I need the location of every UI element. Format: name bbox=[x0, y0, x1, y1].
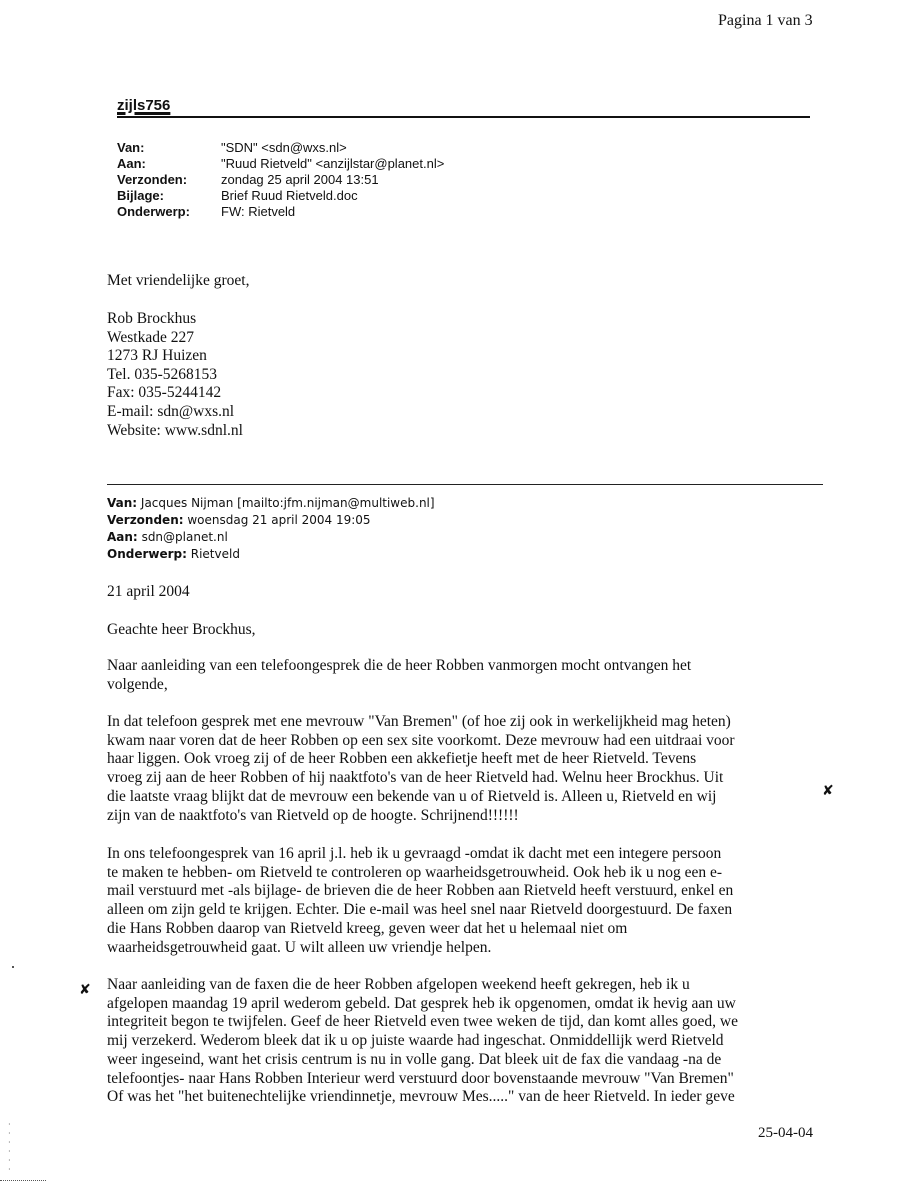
page-indicator: Pagina 1 van 3 bbox=[718, 12, 813, 29]
text-line: telefoontjes- naar Hans Robben Interieur werd verstuurd door bovenstaande mevrouw "Van Bremen" bbox=[107, 1069, 734, 1087]
text-line: weer ingeseind, want het crisis centrum is nu in volle gang. Dat bleek uit de fax die vandaag -na de bbox=[107, 1050, 722, 1068]
email-header-table bbox=[117, 140, 444, 220]
scan-artifact bbox=[12, 966, 14, 968]
header-label: Aan: bbox=[117, 156, 146, 171]
paragraph-3 bbox=[107, 845, 827, 957]
header-row-from bbox=[117, 140, 444, 156]
text-line: Naar aanleiding van de faxen die de heer Robben afgelopen weekend heeft gekregen, heb ik u bbox=[107, 976, 690, 993]
text-line: haar liggen. Ook vroeg zij of de heer Robben een akkefietje heeft met de heer Rietveld. Tevens bbox=[107, 750, 697, 768]
signature-phone: Tel. 035-5268153 bbox=[107, 365, 217, 383]
header-label: Bijlage: bbox=[117, 188, 164, 203]
header-value: woensdag 21 april 2004 19:05 bbox=[187, 513, 371, 527]
text-line: die Hans Robben daarop van Rietveld kreeg, geven weer dat het u helemaal niet om bbox=[107, 919, 628, 937]
header-value: Brief Ruud Rietveld.doc bbox=[221, 188, 358, 203]
mailbox-owner-title: zijls756 bbox=[117, 97, 171, 114]
text-line: vroeg zij aan de heer Robben of hij naaktfoto's van de heer Rietveld had. Welnu heer Brockhus. Uit bbox=[107, 769, 724, 787]
header-row-attachment bbox=[117, 188, 444, 204]
handwritten-cross-mark-icon: ✘ bbox=[822, 783, 834, 799]
header-label: Onderwerp: bbox=[117, 204, 190, 219]
header-row-subject bbox=[117, 204, 444, 220]
header-label: Onderwerp: bbox=[107, 547, 187, 561]
scan-artifact: · · · · · · bbox=[8, 1120, 11, 1174]
text-line: kwam naar voren dat de heer Robben op een sex site voorkomt. Deze mevrouw had een uitdraai voor bbox=[107, 731, 735, 749]
text-line: Of was het "het buitenechtelijke vriendinnetje, mevrouw Mes....." van de heer Rietveld. In ieder geve bbox=[107, 1088, 735, 1106]
signature-name: Rob Brockhus bbox=[107, 310, 197, 327]
fwd-header-subject bbox=[107, 546, 435, 563]
scan-artifact bbox=[0, 1180, 46, 1181]
fwd-header-from bbox=[107, 495, 435, 512]
handwritten-cross-mark-icon: ✘ bbox=[79, 982, 91, 998]
header-row-to bbox=[117, 156, 444, 172]
header-value: sdn@planet.nl bbox=[141, 530, 228, 544]
footer-print-date: 25-04-04 bbox=[758, 1125, 813, 1141]
text-line: alleen om zijn geld te krijgen. Echter. Die e-mail was heel snel naar Rietveld doorgestuurd. De faxen bbox=[107, 901, 733, 919]
header-value: "Ruud Rietveld" <anzijlstar@planet.nl> bbox=[221, 156, 445, 171]
text-line: integriteit begon te twijfelen. Geef de heer Rietveld even twee weken de tijd, dan komt alles goed, we bbox=[107, 1013, 738, 1031]
signature-block bbox=[107, 310, 243, 440]
forward-separator bbox=[107, 484, 823, 485]
header-value: Jacques Nijman [mailto:jfm.nijman@multiweb.nl] bbox=[140, 496, 435, 510]
title-divider bbox=[117, 116, 810, 118]
text-line: te maken te hebben- om Rietveld te controleren op waarheidsgetrouwheid. Ook heb ik u nog een e- bbox=[107, 863, 723, 881]
header-row-sent bbox=[117, 172, 444, 188]
text-line: Naar aanleiding van een telefoongesprek die de heer Robben vanmorgen mocht ontvangen het bbox=[107, 657, 692, 674]
paragraph-4 bbox=[107, 976, 827, 1107]
header-label: Verzonden: bbox=[117, 172, 188, 187]
header-value: Rietveld bbox=[190, 547, 240, 561]
letter-date: 21 april 2004 bbox=[107, 583, 190, 600]
text-line: In ons telefoongesprek van 16 april j.l. heb ik u gevraagd -omdat ik dacht met een integere persoon bbox=[107, 845, 722, 862]
fwd-header-sent bbox=[107, 512, 435, 529]
header-value: FW: Rietveld bbox=[221, 204, 296, 219]
letter-salutation: Geachte heer Brockhus, bbox=[107, 621, 256, 638]
text-line: In dat telefoon gesprek met ene mevrouw "Van Bremen" (of hoe zij ook in werkelijkheid mag heten) bbox=[107, 713, 731, 730]
paragraph-2 bbox=[107, 713, 827, 825]
header-label: Verzonden: bbox=[107, 513, 184, 527]
fwd-header-to bbox=[107, 529, 435, 546]
signature-email: E-mail: sdn@wxs.nl bbox=[107, 402, 235, 420]
signature-fax: Fax: 035-5244142 bbox=[107, 384, 222, 402]
paragraph-1 bbox=[107, 657, 827, 694]
header-label: Van: bbox=[107, 496, 138, 510]
signature-website: Website: www.sdnl.nl bbox=[107, 421, 243, 439]
header-label: Van: bbox=[117, 140, 145, 155]
text-line: die laatste vraag blijkt dat de mevrouw een bekende van u of Rietveld is. Alleen u, Rietveld en wij bbox=[107, 787, 717, 805]
closing-greeting: Met vriendelijke groet, bbox=[107, 272, 250, 289]
header-value: "SDN" <sdn@wxs.nl> bbox=[221, 140, 347, 155]
signature-city: 1273 RJ Huizen bbox=[107, 347, 207, 365]
text-line: mail verstuurd met -als bijlage- de brieven die de heer Robben aan Rietveld heeft verstuurd, enkel en bbox=[107, 882, 734, 900]
text-line: mij verzekerd. Wederom bleek dat ik u op juiste waarde had ingeschat. Onmiddellijk werd Rietveld bbox=[107, 1032, 724, 1050]
text-line: zijn van de naaktfoto's van Rietveld op de hoogte. Schrijnend!!!!!! bbox=[107, 806, 519, 824]
header-label: Aan: bbox=[107, 530, 138, 544]
header-value: zondag 25 april 2004 13:51 bbox=[221, 172, 379, 187]
forwarded-header bbox=[107, 495, 435, 563]
text-line: volgende, bbox=[107, 675, 168, 693]
text-line: waarheidsgetrouwheid gaat. U wilt alleen uw vriendje helpen. bbox=[107, 938, 492, 956]
signature-street: Westkade 227 bbox=[107, 328, 194, 346]
text-line: afgelopen maandag 19 april wederom gebeld. Dat gesprek heb ik opgenomen, omdat ik hevig aan uw bbox=[107, 994, 736, 1012]
